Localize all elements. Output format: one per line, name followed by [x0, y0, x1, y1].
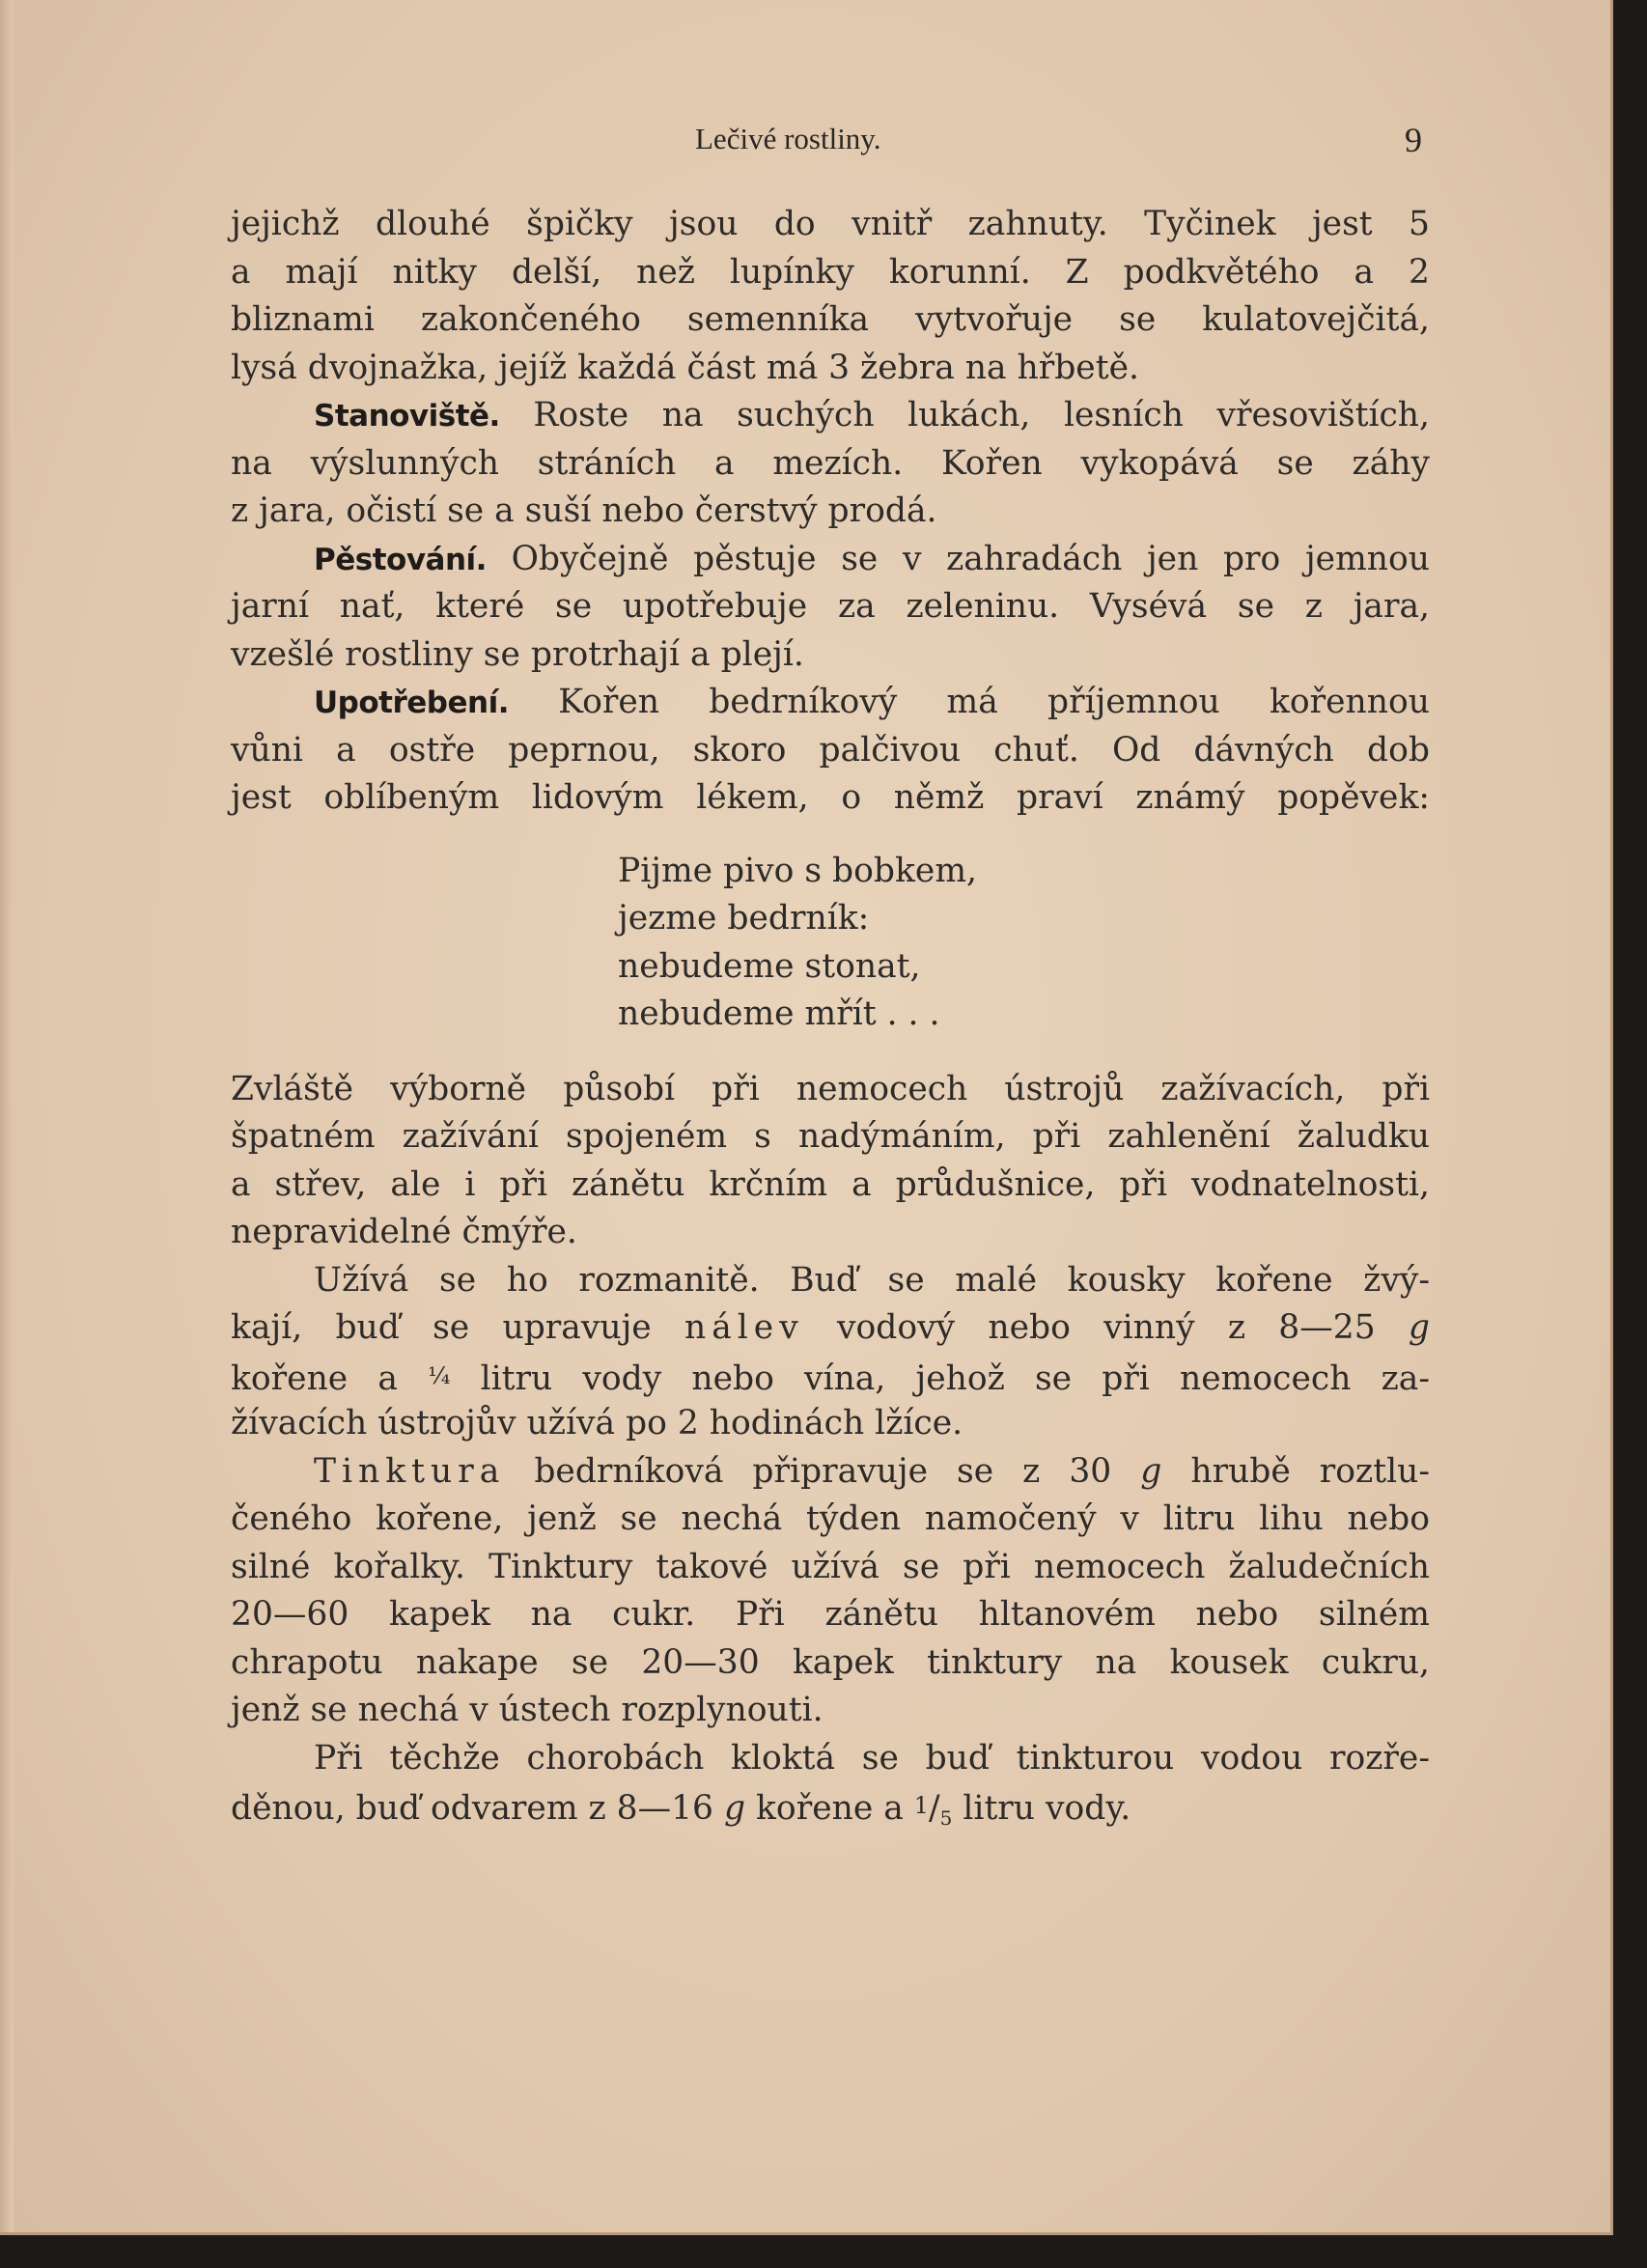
section-heading-pestovani: Pěstování. [314, 542, 487, 577]
stanoviste-text: Roste na suchých lukách, lesních vřesovištích, [533, 396, 1430, 434]
section-heading-stanoviste: Stanoviště. [314, 399, 500, 434]
text-line: jejichž dlouhé špičky jsou do vnitř zahnuty. Tyčinek jest 5 [231, 205, 1430, 243]
text-line [231, 1353, 1430, 1401]
text-span: litru vody nebo vína, jehož se při nemocech za- [480, 1358, 1430, 1398]
upotrebeni-text: Kořen bedrníkový má příjemnou kořennou [558, 683, 1430, 721]
upotrebeni-line [231, 679, 1430, 727]
verse-line: nebudeme mřít . . . [618, 994, 940, 1033]
text-line: nepravidelné čmýře. [231, 1213, 577, 1251]
text-line [231, 1304, 1430, 1353]
text-line: jarní nať, které se upotřebuje za zeleninu. Vysévá se z jara, [231, 587, 1430, 626]
fraction [914, 1789, 953, 1828]
page-spine-shadow [0, 0, 14, 2232]
section-heading-upotrebeni: Upotřebení. [314, 686, 509, 720]
text-span: litru vody. [963, 1789, 1131, 1828]
fraction-numerator: 1 [913, 1792, 930, 1819]
unit-gram: g [1408, 1308, 1431, 1347]
text-line: z jara, očistí se a suší nebo čerstvý prodá. [231, 491, 937, 530]
text-span: kořene a [231, 1358, 398, 1398]
fraction-slash: / [929, 1789, 940, 1828]
text-line: jenž se nechá v ústech rozplynouti. [231, 1691, 824, 1729]
text-line: čeného kořene, jenž se nechá týden namočený v litru lihu nebo [231, 1499, 1430, 1538]
text-line: bliznami zakončeného semenníka vytvořuje se kulatovejčitá, [231, 300, 1430, 339]
pestovani-text: Obyčejně pěstuje se v zahradách jen pro jemnou [511, 539, 1431, 578]
body-text [231, 201, 1430, 1831]
text-span: bedrníková připravuje se z 30 [534, 1451, 1112, 1491]
running-title: Lečivé rostliny. [695, 122, 881, 155]
text-line: silné kořalky. Tinktury takové užívá se při nemocech žaludečních [231, 1547, 1430, 1586]
text-line: jest oblíbeným lidovým lékem, o němž praví známý popěvek: [231, 778, 1430, 817]
fraction-denominator: 5 [939, 1806, 953, 1830]
text-span: kají, buď se upravuje [231, 1308, 652, 1347]
spaced-term-nalev: nálev [684, 1308, 804, 1347]
text-line: Užívá se ho rozmanitě. Buď se malé kousky kořene žvý- [314, 1260, 1430, 1300]
text-line: a mají nitky delší, než lupínky korunní. Z podkvětého a 2 [231, 252, 1430, 292]
unit-gram: g [1140, 1451, 1162, 1491]
pestovani-line [231, 536, 1430, 584]
text-span: děnou, buď odvarem z 8—16 [231, 1789, 713, 1828]
text-line: lysá dvojnažka, jejíž každá část má 3 žebra na hřbetě. [231, 348, 1139, 387]
fraction: ¹⁄₄ [428, 1361, 451, 1389]
text-span: kořene a [756, 1789, 904, 1828]
verse-line: jezme bedrník: [618, 899, 870, 938]
text-line: vzešlé rostliny se protrhají a plejí. [231, 634, 804, 674]
text-line: špatném zažívání spojeném s nadýmáním, při zahlenění žaludku [231, 1117, 1430, 1156]
text-line: žívacích ústrojův užívá po 2 hodinách lžíce. [231, 1404, 963, 1442]
text-line: 20—60 kapek na cukr. Při zánětu hltanovém nebo silném [231, 1595, 1430, 1634]
unit-gram: g [723, 1789, 746, 1828]
text-line [231, 1782, 1430, 1831]
text-span: vodový nebo vinný z 8—25 [836, 1308, 1376, 1347]
text-line [231, 1448, 1430, 1497]
folk-verse [231, 848, 1430, 1039]
text-line: na výslunných stráních a mezích. Kořen vykopává se záhy [231, 443, 1430, 483]
text-line: chrapotu nakape se 20—30 kapek tinktury na kousek cukru, [231, 1642, 1430, 1682]
text-line: Zvláště výborně působí při nemocech ústrojů zažívacích, při [231, 1069, 1430, 1108]
text-span: hrubě roztlu- [1190, 1451, 1431, 1491]
stanoviste-line [231, 392, 1430, 440]
text-line: a střev, ale i při zánětu krčním a průdušnice, při vodnatelnosti, [231, 1164, 1430, 1204]
page-number: 9 [1405, 121, 1422, 159]
spaced-term-tinktura: Tinktura [314, 1451, 506, 1491]
running-header [0, 122, 1610, 160]
verse-line: nebudeme stonat, [618, 946, 921, 986]
text-line: vůni a ostře peprnou, skoro palčivou chuť. Od dávných dob [231, 730, 1430, 770]
text-line: Při těchže chorobách kloktá se buď tinkturou vodou rozře- [314, 1738, 1430, 1778]
verse-line: Pijme pivo s bobkem, [618, 851, 978, 890]
